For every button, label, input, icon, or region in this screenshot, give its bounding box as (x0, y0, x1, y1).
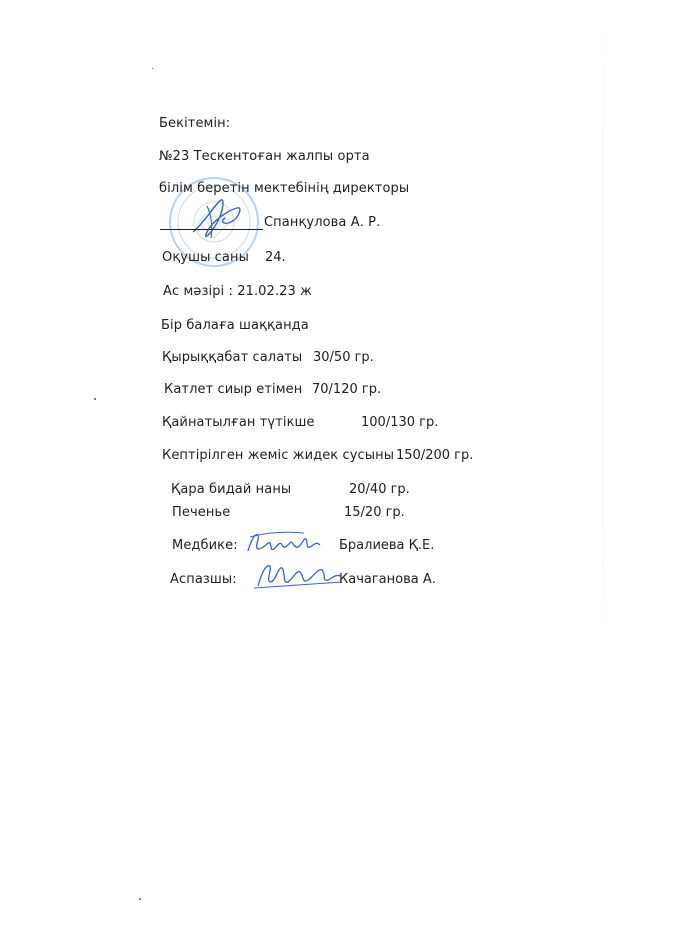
scan-speck (139, 898, 141, 900)
director-name: Спанқулова А. Р. (264, 215, 381, 230)
menu-item-amount: 15/20 гр. (344, 505, 405, 520)
cook-name: Качаганова А. (339, 572, 436, 587)
menu-item-amount: 100/130 гр. (361, 415, 439, 430)
menu-item-name: Печенье (172, 505, 231, 520)
menu-item-name: Кептірілген жеміс жидек сусыны (162, 448, 395, 463)
per-child-heading: Бір балаға шаққанда (161, 318, 309, 333)
school-name-line1: №23 Тескентоған жалпы орта (159, 149, 370, 164)
menu-item-amount: 30/50 гр. (313, 350, 374, 365)
scan-speck (152, 68, 153, 69)
menu-item-name: Қайнатылған түтікше (162, 415, 315, 430)
school-name-line2: білім беретін мектебінің директоры (159, 181, 410, 196)
nurse-signature (244, 527, 330, 559)
nurse-label: Медбике: (172, 538, 238, 553)
director-signature-line (160, 229, 263, 230)
cook-label: Аспазшы: (170, 572, 237, 587)
students-label: Оқушы саны (162, 250, 249, 265)
menu-item-name: Катлет сиыр етімен (164, 382, 303, 397)
menu-item-amount: 150/200 гр. (396, 448, 474, 463)
cook-signature (252, 556, 344, 594)
director-signature (185, 192, 255, 244)
scan-edge (603, 20, 604, 640)
scan-speck (94, 398, 96, 400)
menu-date: Ас мәзірі : 21.02.23 ж (163, 284, 312, 299)
approval-heading: Бекітемін: (159, 116, 231, 131)
menu-item-amount: 20/40 гр. (349, 482, 410, 497)
nurse-name: Бралиева Қ.Е. (339, 538, 435, 553)
menu-item-name: Қырыққабат салаты (162, 350, 303, 365)
menu-item-name: Қара бидай наны (171, 482, 292, 497)
students-count: 24. (265, 250, 286, 265)
menu-item-amount: 70/120 гр. (312, 382, 382, 397)
